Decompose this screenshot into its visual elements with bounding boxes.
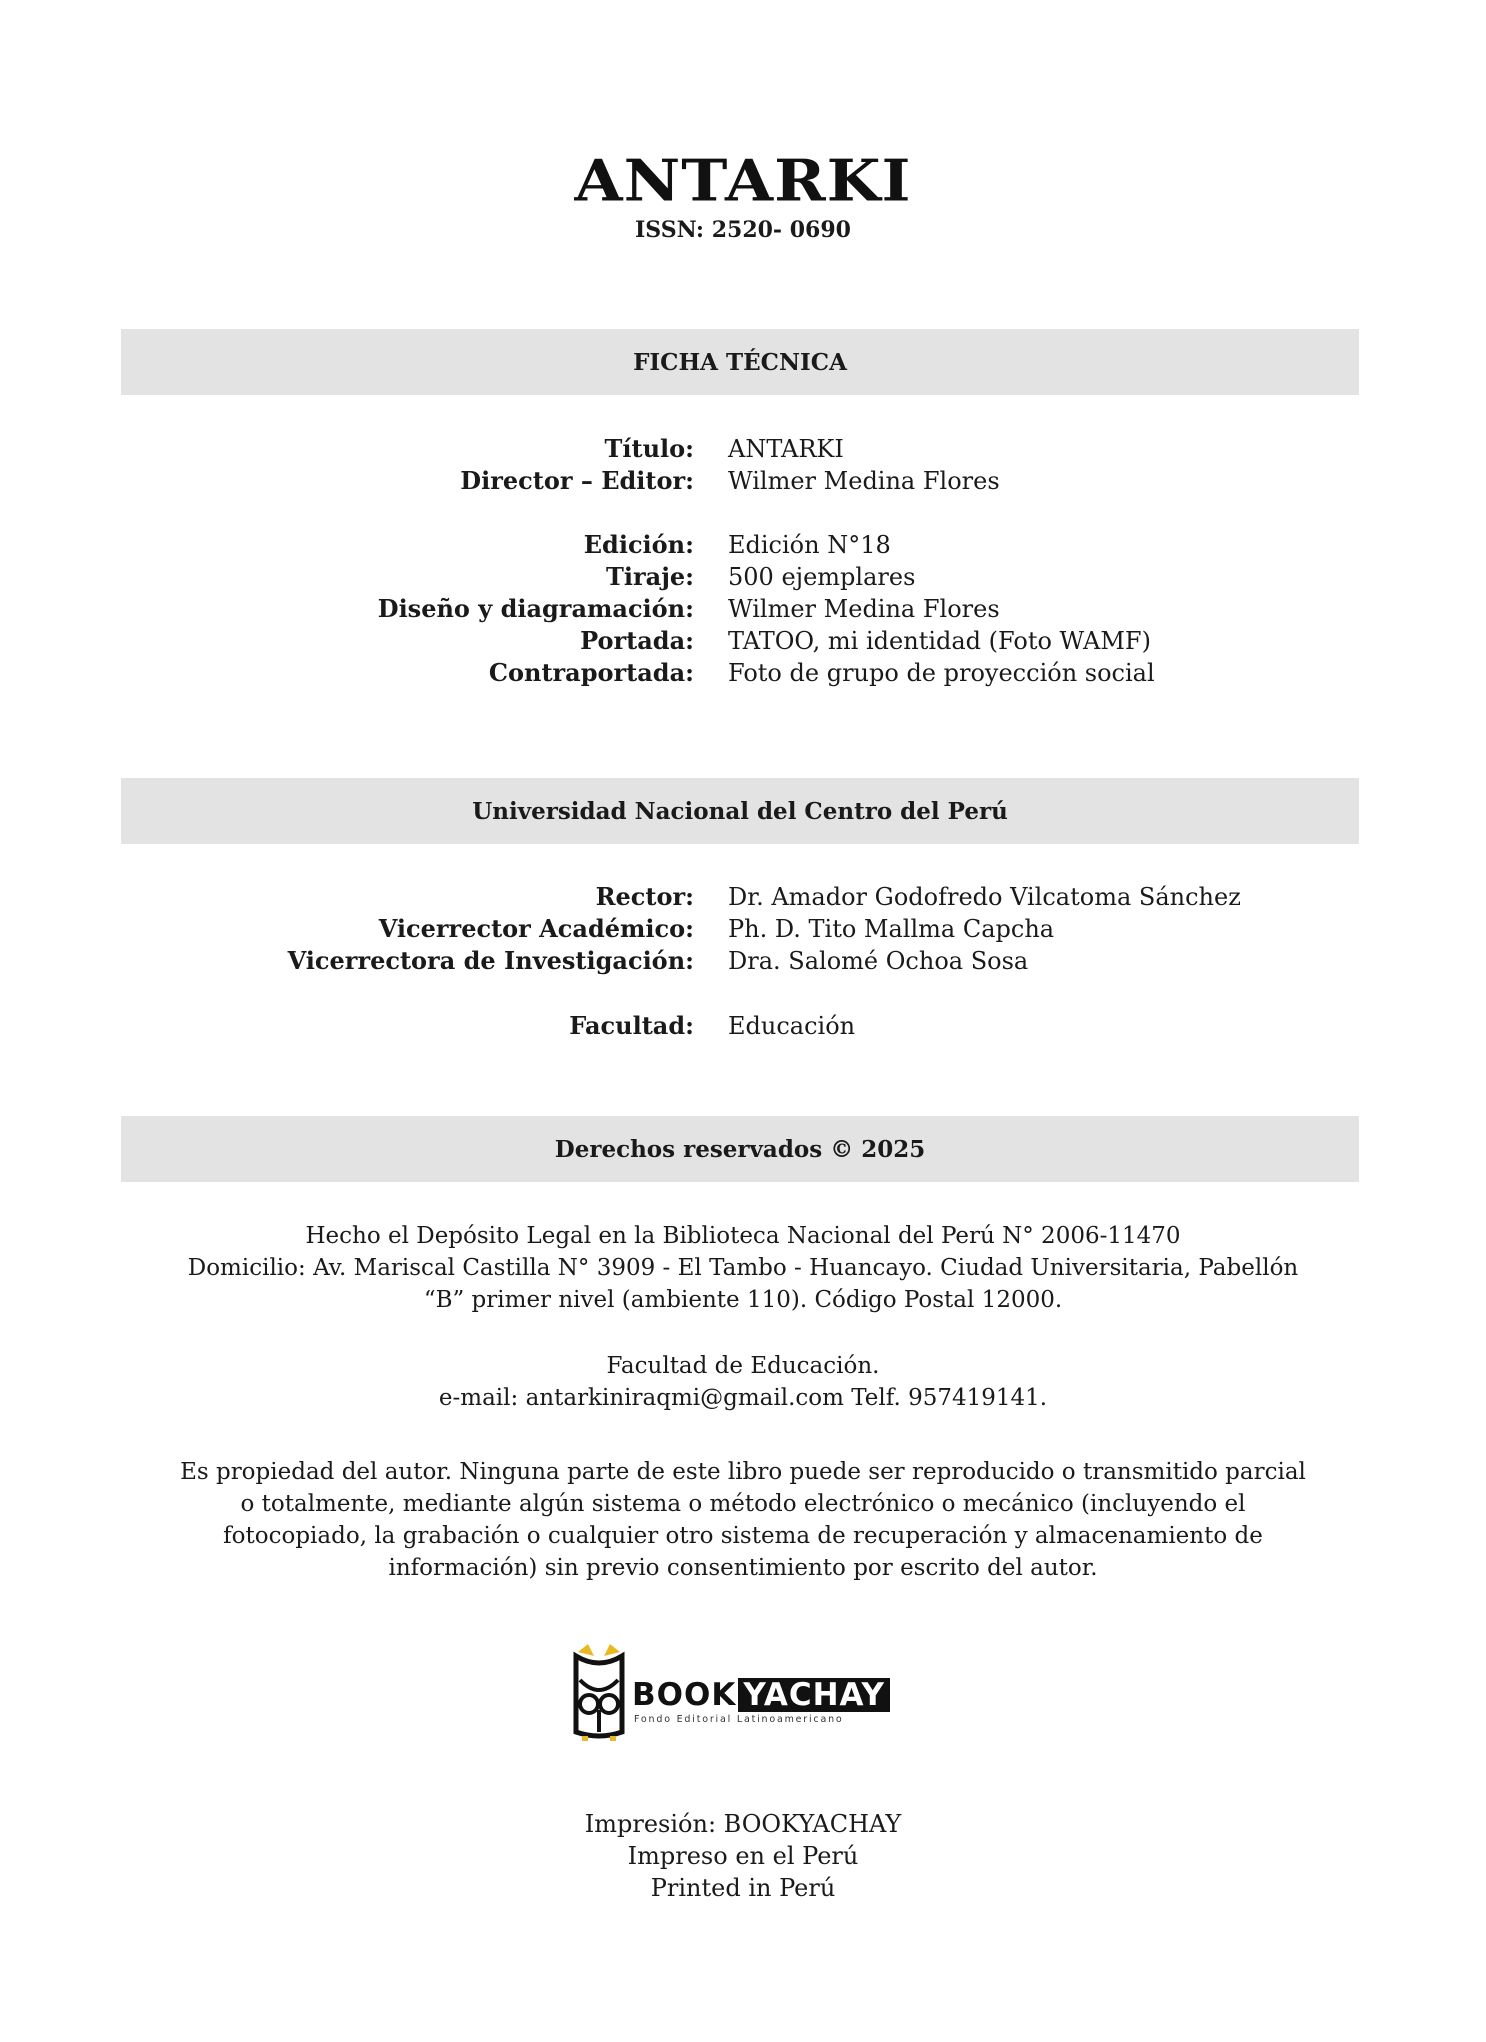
field-value: ANTARKI (728, 435, 844, 463)
text-line: Printed in Perú (650, 1874, 836, 1902)
text-line: Es propiedad del autor. Ninguna parte de este libro puede ser reproducido o transmitido parcial (180, 1459, 1306, 1485)
field-row (0, 945, 1486, 977)
section-header-ficha-tecnica (121, 329, 1359, 395)
text-line: Hecho el Depósito Legal en la Biblioteca Nacional del Perú N° 2006-11470 (305, 1223, 1181, 1249)
issn: ISSN: 2520- 0690 (635, 217, 851, 243)
field-value: Ph. D. Tito Mallma Capcha (728, 915, 1055, 943)
copyright-notice-paragraph (0, 1456, 1486, 1584)
field-label: Facultad: (569, 1011, 694, 1040)
section-header-universidad (121, 778, 1359, 844)
field-label: Contraportada: (488, 658, 694, 687)
print-info (0, 1808, 1486, 1904)
text-line: fotocopiado, la grabación o cualquier otro sistema de recuperación y almacenamiento de (223, 1523, 1263, 1549)
field-row (0, 625, 1486, 657)
text-line: o totalmente, mediante algún sistema o método electrónico o mecánico (incluyendo el (240, 1491, 1246, 1517)
field-value: Foto de grupo de proyección social (728, 659, 1155, 687)
field-row (0, 529, 1486, 561)
text-line: información) sin previo consentimiento por escrito del autor. (388, 1555, 1098, 1581)
field-value: 500 ejemplares (728, 563, 916, 591)
section-title: FICHA TÉCNICA (633, 348, 847, 376)
contact-paragraph (0, 1350, 1486, 1414)
field-label: Portada: (580, 626, 694, 655)
field-row (0, 1010, 1486, 1042)
field-row (0, 657, 1486, 689)
brand-name-book: BOOK (632, 1677, 737, 1713)
section-title: Universidad Nacional del Centro del Perú (472, 797, 1008, 825)
field-value: TATOO, mi identidad (Foto WAMF) (728, 627, 1151, 655)
field-value: Wilmer Medina Flores (728, 467, 1000, 495)
field-row (0, 465, 1486, 497)
field-label: Director – Editor: (460, 466, 694, 495)
email-line: e-mail: antarkiniraqmi@gmail.com Telf. 957419141. (438, 1385, 1048, 1411)
universidad-group-1 (0, 881, 1486, 977)
field-label: Rector: (595, 882, 694, 911)
ficha-group-1 (0, 433, 1486, 497)
field-label: Tiraje: (606, 562, 694, 591)
field-value: Educación (728, 1012, 856, 1040)
field-value: Dr. Amador Godofredo Vilcatoma Sánchez (728, 883, 1241, 911)
field-label: Diseño y diagramación: (377, 594, 694, 623)
field-row (0, 561, 1486, 593)
brand-name-yachay: YACHAY (738, 1678, 890, 1712)
deposito-legal-paragraph (0, 1220, 1486, 1316)
field-row (0, 433, 1486, 465)
ficha-group-2 (0, 529, 1486, 689)
field-value: Wilmer Medina Flores (728, 595, 1000, 623)
journal-title: ANTARKI (574, 146, 912, 215)
section-header-derechos (121, 1116, 1359, 1182)
text-line: Domicilio: Av. Mariscal Castilla N° 3909 - El Tambo - Huancayo. Ciudad Universitaria, Pabellón (187, 1255, 1299, 1281)
text-line: Impreso en el Perú (627, 1842, 859, 1870)
section-title: Derechos reservados © 2025 (554, 1135, 926, 1163)
field-label: Vicerrector Académico: (378, 914, 694, 943)
brand-tagline: Fondo Editorial Latinoamericano (634, 1714, 844, 1725)
field-row (0, 593, 1486, 625)
text-line: Impresión: BOOKYACHAY (584, 1810, 902, 1838)
field-row (0, 881, 1486, 913)
text-line: Facultad de Educación. (606, 1353, 880, 1379)
publisher-logo (570, 1640, 920, 1750)
field-value: Edición N°18 (728, 531, 891, 559)
field-value: Dra. Salomé Ochoa Sosa (728, 947, 1029, 975)
field-label: Edición: (583, 530, 694, 559)
universidad-group-2 (0, 1010, 1486, 1042)
text-line: “B” primer nivel (ambiente 110). Código Postal 12000. (423, 1287, 1063, 1313)
field-label: Título: (604, 434, 694, 463)
field-label: Vicerrectora de Investigación: (287, 946, 694, 975)
field-row (0, 913, 1486, 945)
